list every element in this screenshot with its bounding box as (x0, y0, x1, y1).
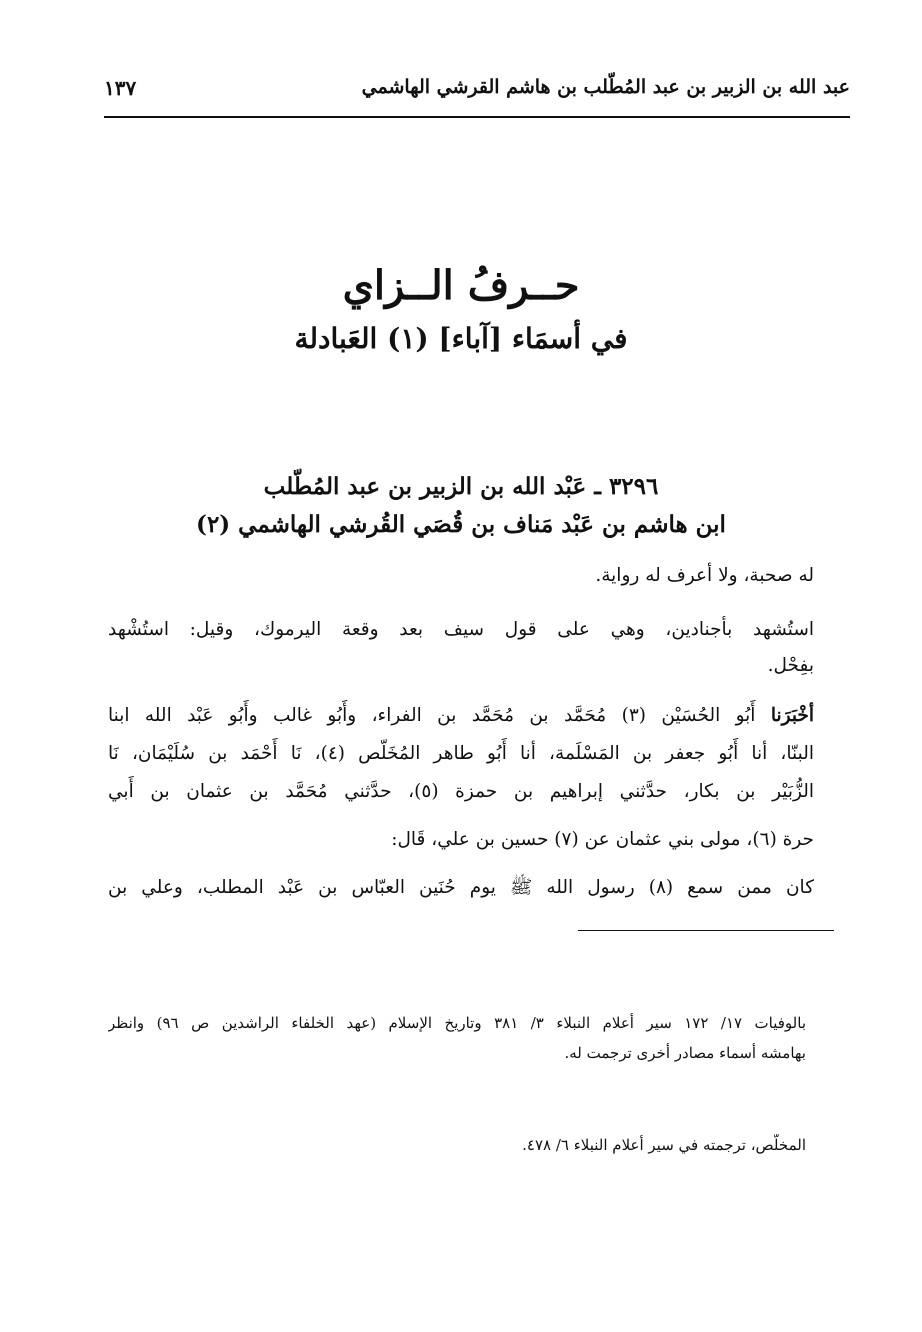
paragraph-3-line-4: حرة (٦)، مولى بني عثمان عن (٧) حسين بن علي، قَال: (391, 829, 814, 850)
paragraph-2-line-1: استُشهد بأجنادين، وهي على قول سيف بعد وقعة اليرموك، وقيل: استُشْهد (108, 619, 814, 640)
akhbarana-keyword: أخْبَرَنا (770, 705, 814, 726)
section-subheading: في أسمَاء [آباء] (١) العَبادلة (294, 322, 628, 355)
entry-title-line1: ٣٢٩٦ ـ عَبْد الله بن الزبير بن عبد المُطّلب (263, 473, 659, 500)
paragraph-1: له صحبة، ولا أعرف له رواية. (595, 565, 814, 586)
paragraph-3-line-1 (108, 700, 814, 732)
page-number: ١٣٧ (104, 76, 137, 100)
footnote-rule (578, 930, 834, 931)
header-rule (104, 116, 850, 118)
section-heading: حــرفُ الــزاي (342, 262, 580, 309)
footnote-2-line-3: بهامشه أسماء مصادر أخرى ترجمت له. (564, 1044, 806, 1062)
entry-title-line2: ابن هاشم بن عَبْد مَناف بن قُصَي القُرشي الهاشمي (٢) (196, 511, 726, 538)
paragraph-4-line-1: كان ممن سمع (٨) رسول الله ﷺ يوم حُنَين العبّاس بن عَبْد المطلب، وعلي بن (108, 877, 814, 898)
footnote-4-line-2: المخلّص، ترجمته في سير أعلام النبلاء ٦/ ٤٧٨. (522, 1136, 806, 1154)
footnote-2-line-2: بالوفيات ١٧/ ١٧٢ سير أعلام النبلاء ٣/ ٣٨١ وتاريخ الإسلام (عهد الخلفاء الراشدين ص ٩٦) وانظر (108, 1014, 806, 1032)
paragraph-2-line-2: بفِحْل. (767, 655, 814, 676)
paragraph-3-line-1-text: أَبُو الحُسَيْن (٣) مُحَمَّد بن مُحَمَّد بن الفراء، وأَبُو غالب وأَبُو عَبْد الله ابنا (108, 705, 756, 726)
running-header (104, 76, 850, 110)
paragraph-3-line-3: الزُّبَيْر بن بكار، حدَّثني إبراهيم بن حمزة (٥)، حدَّثني مُحَمَّد بن عثمان بن أَبي (108, 781, 814, 802)
paragraph-3-line-2: البنّا، أنا أَبُو جعفر بن المَسْلَمة، أنا أَبُو طاهر المُخَلّص (٤)، نَا أَحْمَد بن سُلَيْمَان، نَا (108, 743, 814, 764)
running-title: عبد الله بن الزبير بن عبد المُطّلب بن هاشم القرشي الهاشمي (361, 76, 850, 98)
